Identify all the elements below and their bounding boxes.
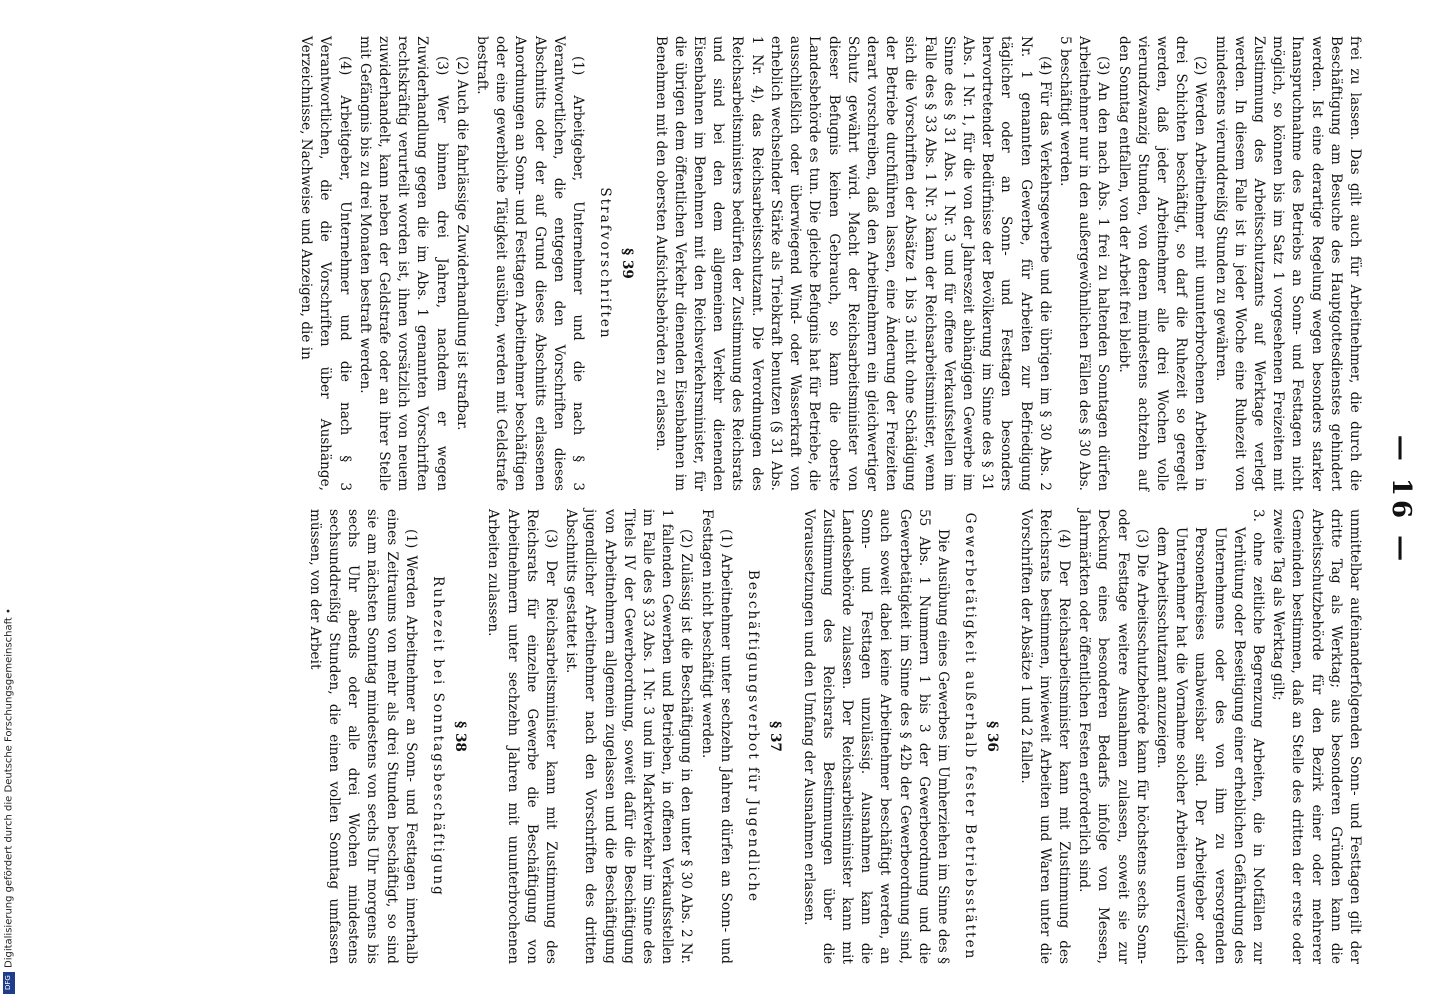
text-columns [40,36,1364,964]
paragraph: (3) Der Reichsarbeitsminister kann mit Zustimmung des Reichsrats für einzelne Gewerbe die Beschäftigung von Arbeitnehmern unter sechzehn Jahren mit ununterbrochenen Arbeiten zulassen. [485,509,560,964]
section-number: § 36 [984,721,1001,752]
paragraph: (2) Auch die fahrlässige Zuwiderhandlung ist strafbar. [453,56,470,431]
dfg-logo: DFG [3,972,15,994]
section-number: § 39 [619,248,636,279]
section-title: Beschäftigungsverbot für Jugendliche [745,569,762,904]
paragraph: (1) Arbeitgeber, Unternehmer und die nach § 3 Verantwortlichen, die entgegen den Vorschriften dieses Abschnitts oder der auf Grund dieses Abschnitts erlassenen Anordnungen an Sonn- und Festtagen Arbeitnehmer beschäftigen oder eine gewerbliche Tätigkeit ausüben, werden mit Geldstrafe bestraft. [474,36,587,491]
paragraph: (4) Arbeitgeber, Unternehmer und die nach § 3 Verantwortlichen, die die Vorschriften über Aushänge, Verzeichnisse, Nachweise und Anzeigen, die in [298,36,353,491]
section-number: § 37 [767,721,784,752]
paragraph: (4) Für das Verkehrsgewerbe und die übrigen im § 30 Abs. 2 Nr. 1 genannten Gewerbe, für Arbeiten zur Befriedigung täglicher oder an Sonn- und Festtagen besonders hervortretender Bedürfnisse der Bevölkerung im Sinne des § 31 Abs. 1 Nr. 1, für die von der Jahreszeit abhängigen Gewerbe im Sinne des § 31 Abs. 1 Nr. 3 und für offene Verkaufsstellen im Falle des § 33 Abs. 1 Nr. 3 kann der Reichsarbeitsminister, wenn sich die Vorschriften der Absätze 1 bis 3 nicht ohne Schädigung der Betriebe durchführen lassen, eine Änderung der Freizeiten derart vorschreiben, daß den Arbeitnehmern ein gleichwertiger Schutz gewährt wird. Macht der Reichsarbeitsminister von dieser Befugnis keinen Gebrauch, so kann die oberste Landesbehörde es tun. Die gleiche Befugnis hat für Betriebe, die ausschließlich oder überwiegend Wind- oder Wasserkraft von erheblich wechselnder Stärke als Triebkraft benutzen (§ 31 Abs. 1 Nr. 4), das Reichsarbeitsschutzamt. Die Verordnungen des Reichsarbeitsministers bedürfen der Zustimmung des Reichsrats und sind bei den dem allgemeinen Verkehr dienenden Eisenbahnen im Benehmen mit den Reichsverkehrsminister, für die übrigen dem öffentlichen Verkehr dienenden Eisenbahnen im Benehmen mit den obersten Aufsichtsbehörden zu erlassen. [652,36,1053,491]
paragraph: (1) Arbeitnehmer unter sechzehn Jahren dürfen an Sonn- und Festtagen nicht beschäftigt werden. [698,509,734,964]
paragraph: (2) Zulässig ist die Beschäftigung in den unter § 30 Abs. 2 Nr. 1 fallenden Gewerben und Betrieben, in offenen Verkaufsstellen im Falle des § 33 Abs. 1 Nr. 3 und im Marktverkehr im Sinne des Titels IV der Gewerbeordnung, soweit dafür die Beschäftigung von Arbeitnehmern allgemein zugelassen und die Beschäftigung jugendlicher Arbeitnehmer nach den Vorschriften des dritten Abschnitts gestattet ist. [563,509,695,964]
paragraph: frei zu lassen. Das gilt auch für Arbeitnehmer, die durch die Beschäftigung am Besuche des Hauptgottesdienstes gehindert werden. Ist eine derartige Regelung wegen besonders starker Inanspruchnahme des Betriebs an Sonn- und Festtagen nicht möglich, so können bis im Satz 1 vorgesehenen Freizeiten mit Zustimmung des Arbeitsschutzamts auf Werktage verlegt werden. In diesem Falle ist in jeder Woche eine Ruhezeit von mindestens vierunddreißig Stunden zu gewähren. [1212,36,1363,491]
section-number: § 38 [452,721,469,752]
list-item: 3. ohne zeitliche Begrenzung Arbeiten, die in Notfällen zur Verhütung oder Beseitigung einer erheblichen Gefährdung des Unternehmens oder des von ihm zu versorgenden Personenkreises unabweisbar sind. Der Arbeitgeber oder Unternehmer hat die Vornahme solcher Arbeiten unverzüglich dem Arbeitsschutzamt anzuzeigen. [1153,509,1266,964]
section-title: Gewerbetätigkeit außerhalb fester Betriebsstätten [962,512,979,961]
left-column [40,36,1364,491]
section-title: Strafvorschriften [597,187,614,340]
digitization-note [2,4,16,994]
paragraph: unmittelbar aufeinanderfolgenden Sonn- und Festtagen gilt der dritte Tag als Werktag; aus besonderen Gründen kann die Arbeitsschutzbehörde für den Bezirk einer oder mehrerer Gemeinden bestimmen, daß an Stelle des dritten der erste oder zweite Tag als Werktag gilt; [1270,509,1363,964]
paragraph: (2) Werden Arbeitnehmer mit ununterbrochenen Arbeiten in drei Schichten beschäftigt, so darf die Ruhezeit so geregelt werden, daß jeder Arbeitnehmer alle drei Wochen volle vierundzwanzig Stunden, von denen mindestens achtzehn auf den Sonntag entfallen, von der Arbeit frei bleibt. [1115,36,1209,491]
paragraph: (4) Der Reichsarbeitsminister kann mit Zustimmung des Reichsrats bestimmen, inwieweit Arbeiten und Waren unter die Vorschriften der Absätze 1 und 2 fallen. [1017,509,1072,964]
paragraph: Die Ausübung eines Gewerbes im Umherziehen im Sinne des § 55 Abs. 1 Nummern 1 bis 3 der Gewerbeordnung und die Gewerbetätigkeit im Sinne des § 42b der Gewerbeordnung sind, auch soweit dabei keine Arbeitnehmer beschäftigt werden, an Sonn- und Festtagen unzulässig. Ausnahmen kann die Landesbehörde zulassen. Der Reichsarbeitsminister kann mit Zustimmung des Reichsrats Bestimmungen über die Voraussetzungen und den Umfang der Ausnahmen erlassen. [800,509,951,964]
page-number: — 16 — [1386,434,1416,566]
paragraph: (1) Werden Arbeitnehmer an Sonn- und Festtagen innerhalb eines Zeitraums von mehr als drei Stunden beschäftigt, so sind sie am nächsten Sonntag mindestens von sechs Uhr morgens bis sechs Uhr abends oder alle drei Wochen mindestens sechsunddreißig Stunden, die einen vollen Sonntag umfassen müssen, von der Arbeit [306,509,419,964]
funding-note-text: Digitalisierung gefördert durch die Deutsche Forschungsgemeinschaft • [3,608,15,968]
section-title: Ruhezeit bei Sonntagsbeschäftigung [430,576,447,897]
right-column [40,509,1364,964]
paragraph: (3) Die Arbeitsschutzbehörde kann für höchstens sechs Sonn- oder Festtage weitere Ausnahmen zulassen, soweit sie zur Deckung eines besonderen Bedarfs infolge von Messen, Jahrmärkten oder öffentlichen Festen erforderlich sind. [1076,509,1150,964]
paragraph: (3) An den nach Abs. 1 frei zu haltenden Sonntagen dürfen Arbeitnehmer nur in den außergewöhnlichen Fällen des § 30 Abs. 5 beschäftigt werden. [1056,36,1112,491]
paragraph: (3) Wer binnen drei Jahren, nachdem er wegen Zuwiderhandlung gegen die im Abs. 1 genannten Vorschriften rechtskräftig verurteilt worden ist, ihnen vorsätzlich von neuem zuwiderhandelt, kann neben der Geldstrafe oder an ihrer Stelle mit Gefängnis bis zu drei Monaten bestraft werden. [356,36,450,491]
